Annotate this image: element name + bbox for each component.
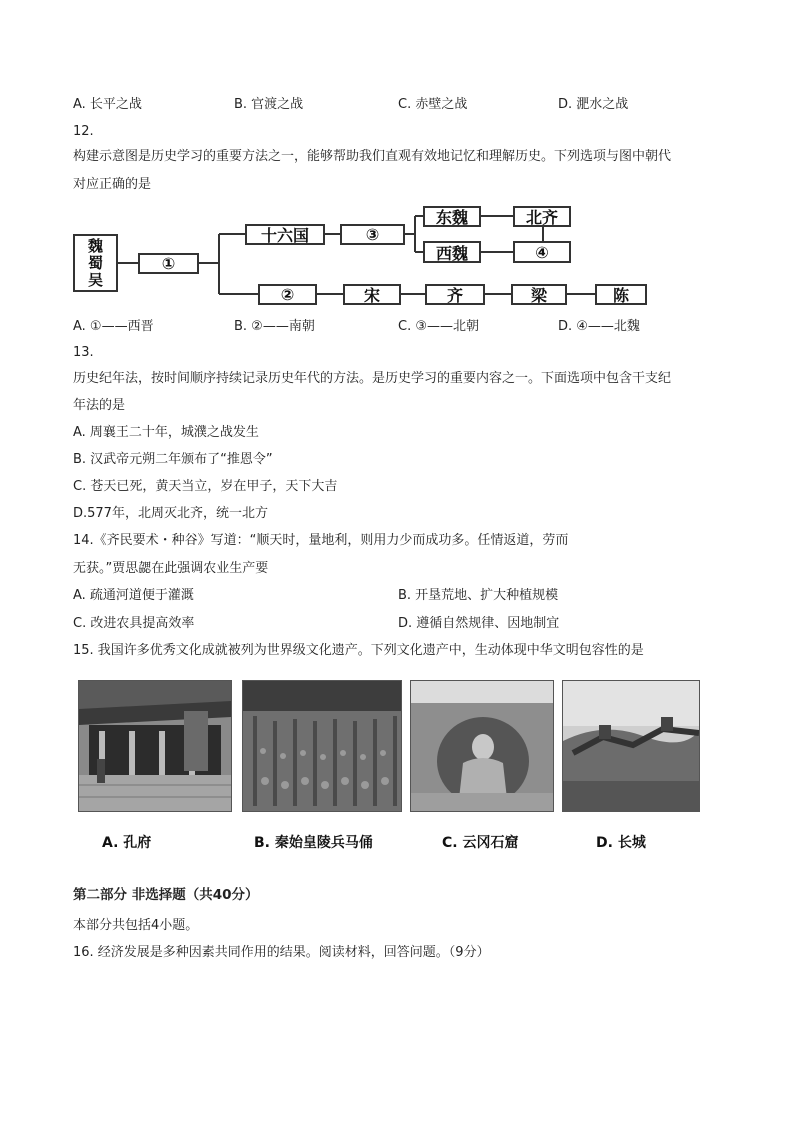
- q15-stem: 15. 我国许多优秀文化成就被列为世界级文化遗产。下列文化遗产中，生动体现中华文明包容性的是: [73, 643, 644, 658]
- dynasty-diagram: [73, 201, 663, 313]
- q12-option-a: A. ①——西晋: [73, 319, 154, 334]
- q13-stem-line1: 历史纪年法，按时间顺序持续记录历史年代的方法。是历史学习的重要内容之一。下面选项中包含干支纪: [73, 371, 672, 386]
- part2-heading: 第二部分 非选择题（共40分）: [73, 887, 259, 903]
- photo-changcheng: [562, 680, 700, 812]
- photo-yungang: [410, 680, 554, 812]
- box-shiliuguo: 十六国: [245, 224, 325, 245]
- yungang-image: [411, 681, 553, 811]
- q14-option-c: C. 改进农具提高效率: [73, 616, 195, 631]
- box-song: 宋: [343, 284, 401, 305]
- q13-option-a: A. 周襄王二十年，城濮之战发生: [73, 425, 259, 440]
- photo-kongfu: [78, 680, 232, 812]
- q13-option-b: B. 汉武帝元朔二年颁布了“推恩令”: [73, 452, 273, 467]
- q12-option-c: C. ③——北朝: [398, 319, 479, 334]
- q14-stem-line2: 无获。”贾思勰在此强调农业生产要: [73, 561, 269, 576]
- box-dongwei: 东魏: [423, 206, 481, 227]
- caption-c: C. 云冈石窟: [442, 835, 519, 851]
- q11-option-b: B. 官渡之战: [234, 97, 304, 112]
- box-xiwei: 西魏: [423, 241, 481, 263]
- q12-stem-line2: 对应正确的是: [73, 177, 152, 192]
- q13-option-d: D.577年，北周灭北齐，统一北方: [73, 506, 268, 521]
- caption-d: D. 长城: [596, 835, 646, 851]
- origin-wu: 吴: [87, 270, 103, 289]
- photo-bingmayong: [242, 680, 402, 812]
- q13-stem-line2: 年法的是: [73, 398, 126, 413]
- q13-option-c: C. 苍天已死，黄天当立，岁在甲子，天下大吉: [73, 479, 338, 494]
- q12-option-b: B. ②——南朝: [234, 319, 315, 334]
- q13-number: 13.: [73, 345, 94, 360]
- box-circle-4: ④: [513, 241, 571, 263]
- q12-option-d: D. ④——北魏: [558, 319, 640, 334]
- origin-shu: 蜀: [87, 253, 103, 272]
- q12-stem-line1: 构建示意图是历史学习的重要方法之一，能够帮助我们直观有效地记忆和理解历史。下列选项与图中朝代: [73, 149, 672, 164]
- caption-a: A. 孔府: [102, 835, 152, 851]
- box-circle-1: ①: [138, 253, 199, 274]
- part2-intro: 本部分共包括4小题。: [73, 918, 199, 933]
- q14-stem-line1: 14.《齐民要术・种谷》写道：“顺天时，量地利，则用力少而成功多。任情返道，劳而: [73, 533, 569, 548]
- q14-option-b: B. 开垦荒地、扩大种植规模: [398, 588, 559, 603]
- q14-option-a: A. 疏通河道便于灌溉: [73, 588, 194, 603]
- box-circle-2: ②: [258, 284, 317, 305]
- origin-wei: 魏: [87, 236, 103, 255]
- q11-option-d: D. 淝水之战: [558, 97, 629, 112]
- kongfu-image: [79, 681, 231, 811]
- terracotta-image: [243, 681, 401, 811]
- great-wall-image: [563, 681, 699, 811]
- q16-stem: 16. 经济发展是多种因素共同作用的结果。阅读材料，回答问题。（9分）: [73, 945, 490, 960]
- box-wei-shu-wu: [73, 234, 118, 292]
- q14-option-d: D. 遵循自然规律、因地制宜: [398, 616, 560, 631]
- heritage-photos: [78, 680, 703, 855]
- box-qi: 齐: [425, 284, 485, 305]
- q12-number: 12.: [73, 124, 94, 139]
- q11-option-c: C. 赤壁之战: [398, 97, 468, 112]
- box-beiqi: 北齐: [513, 206, 571, 227]
- box-chen: 陈: [595, 284, 647, 305]
- caption-b: B. 秦始皇陵兵马俑: [254, 835, 373, 851]
- q11-option-a: A. 长平之战: [73, 97, 142, 112]
- box-liang: 梁: [511, 284, 567, 305]
- box-circle-3: ③: [340, 224, 405, 245]
